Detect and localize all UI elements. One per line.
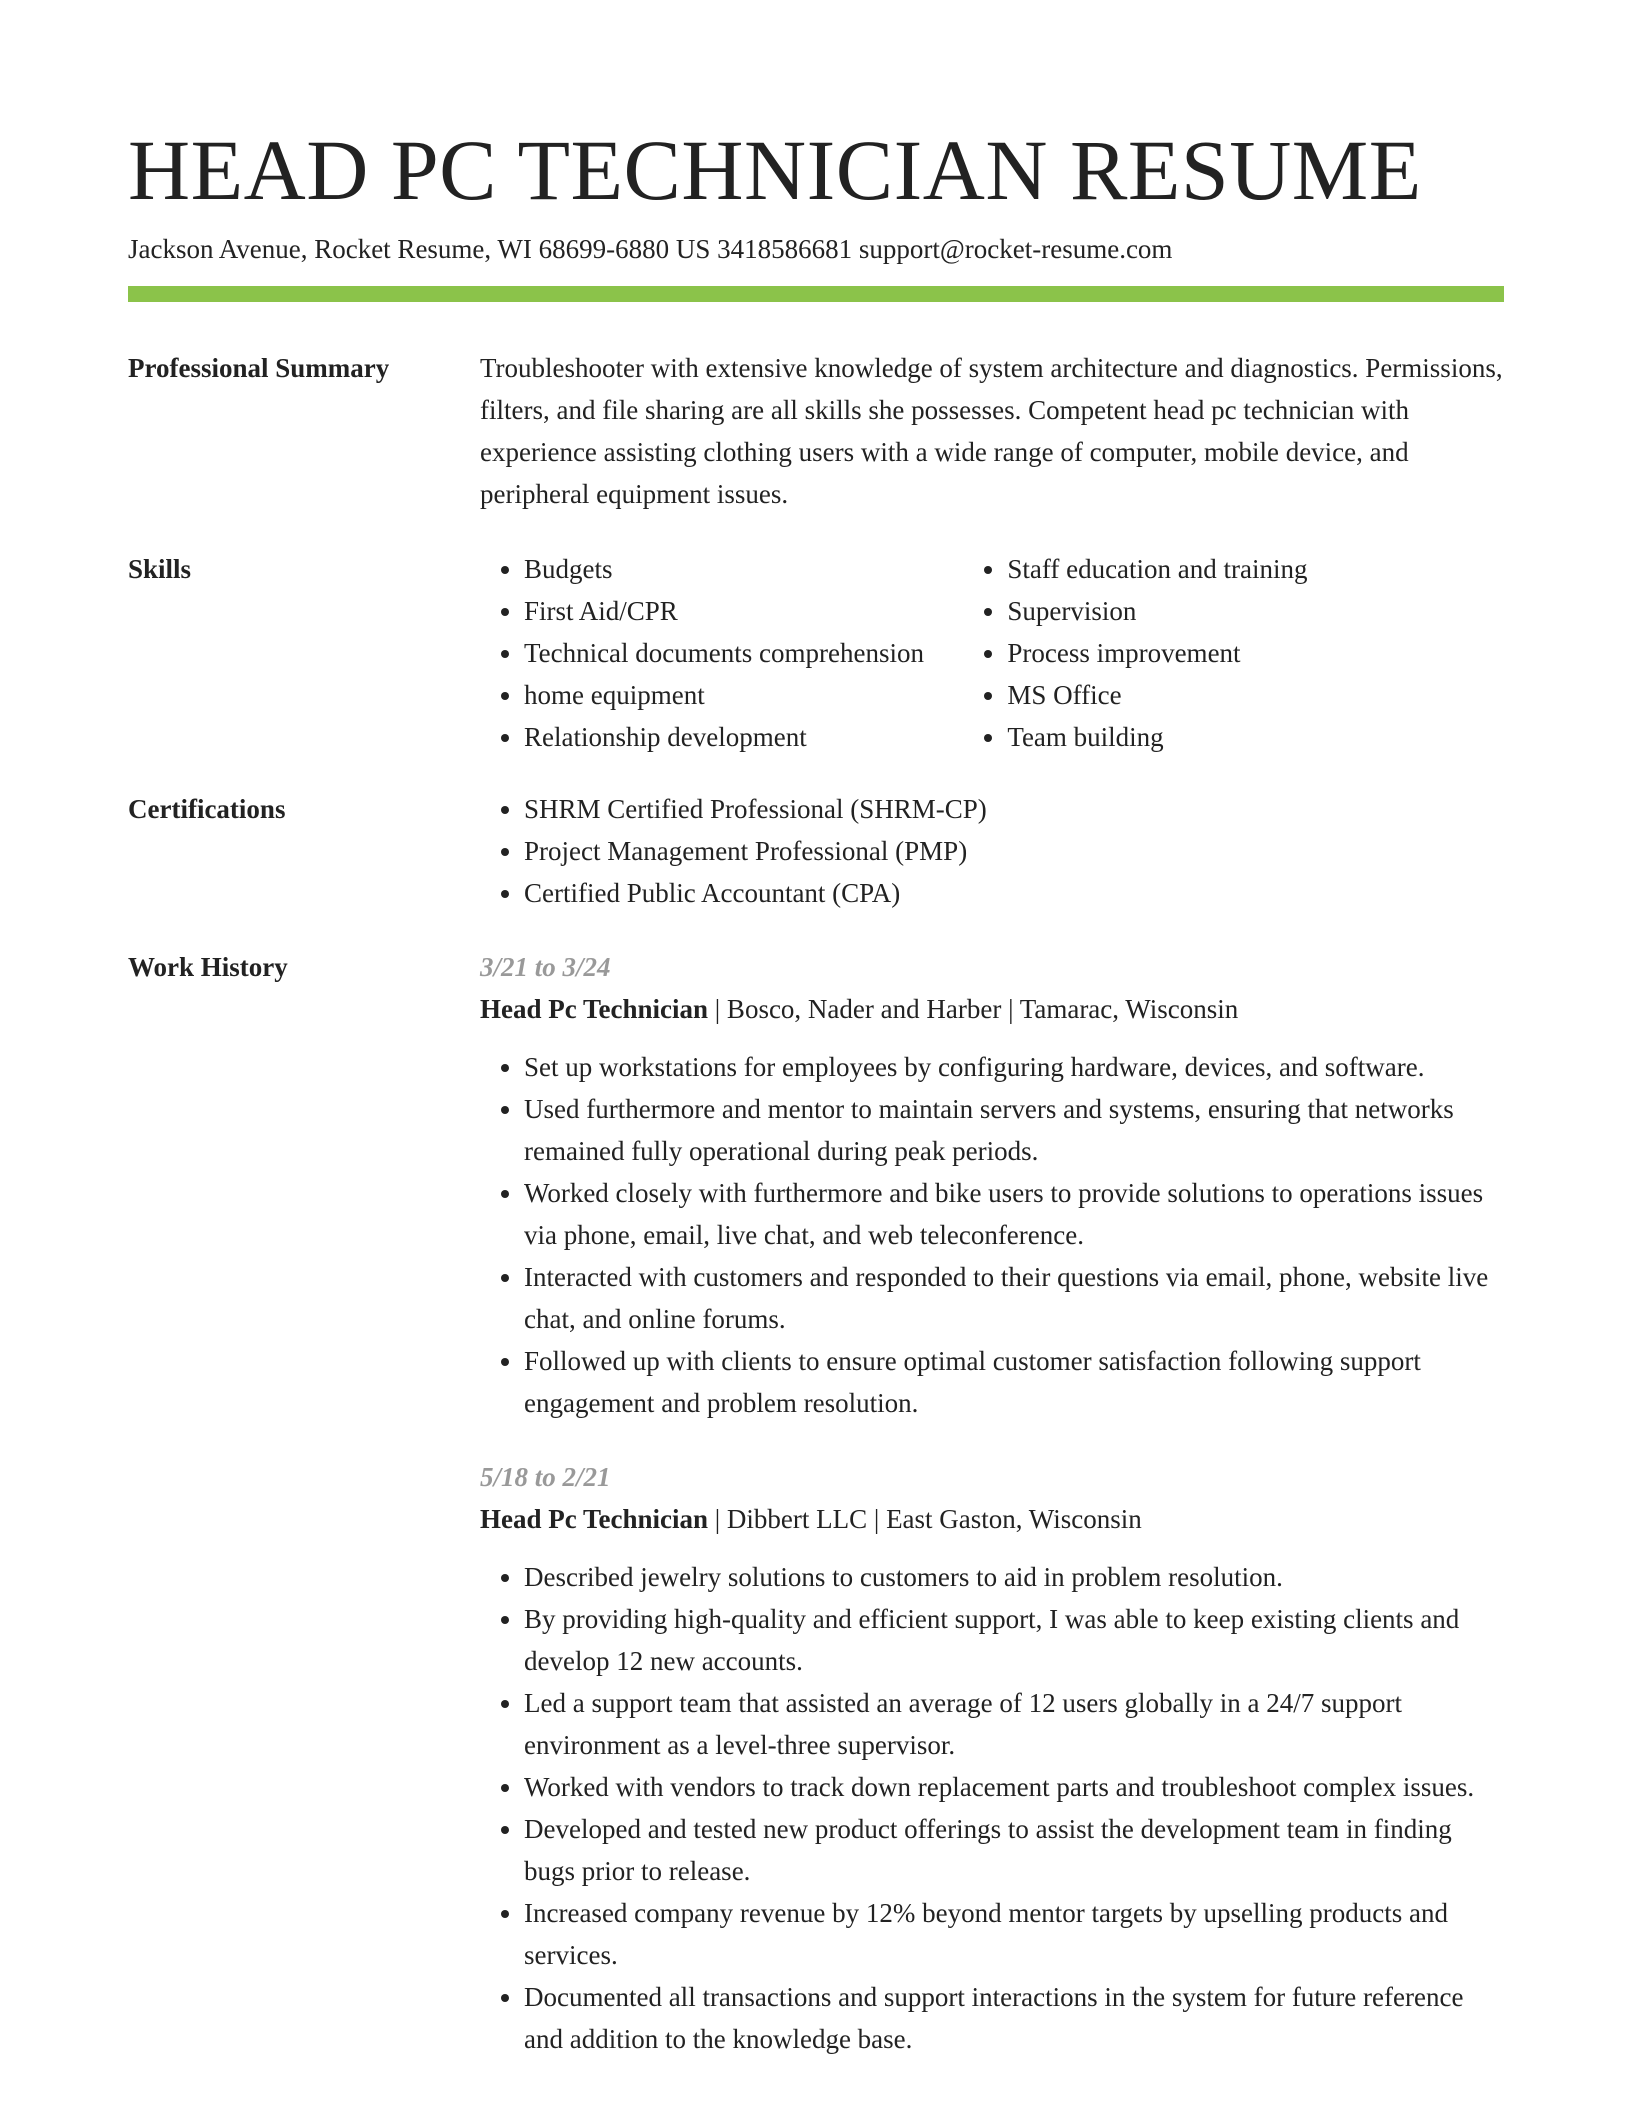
certifications-heading: Certifications [128, 794, 286, 824]
job-dates: 3/21 to 3/24 [480, 952, 611, 982]
job-entry [480, 946, 1504, 1424]
skill-item: • Staff education and training [1007, 548, 1504, 590]
job-bullet: • Described jewelry solutions to customers to aid in problem resolution. [524, 1556, 1504, 1598]
certifications-list [480, 788, 1504, 914]
certification-item: • Certified Public Accountant (CPA) [524, 872, 1504, 914]
skill-item: • Supervision [1007, 590, 1504, 632]
job-heading-line [480, 988, 1504, 1030]
job-bullet: • Used furthermore and mentor to maintain servers and systems, ensuring that networks remained fully operational during peak periods. [524, 1088, 1504, 1172]
skill-item: • Technical documents comprehension [524, 632, 963, 674]
skill-item: • Team building [1007, 716, 1504, 758]
resume-title: HEAD PC TECHNICIAN RESUME [128, 122, 1422, 218]
contact-info: Jackson Avenue, Rocket Resume, WI 68699-6880 US 3418586681 support@rocket-resume.com [128, 234, 1173, 264]
skill-item: • Budgets [524, 548, 963, 590]
skills-list-right [963, 548, 1504, 758]
job-employer-location: | Bosco, Nader and Harber | Tamarac, Wisconsin [708, 994, 1239, 1024]
job-entry [480, 1456, 1504, 2060]
job-heading-line [480, 1498, 1504, 1540]
skills-list-left [480, 548, 963, 758]
certification-item: • Project Management Professional (PMP) [524, 830, 1504, 872]
header-divider [128, 286, 1504, 302]
certification-item: • SHRM Certified Professional (SHRM-CP) [524, 788, 1504, 830]
job-bullet: • Increased company revenue by 12% beyond mentor targets by upselling products and services. [524, 1892, 1504, 1976]
job-bullet: • Documented all transactions and support interactions in the system for future reference and addition to the knowledge base. [524, 1976, 1504, 2060]
job-title: Head Pc Technician [480, 994, 709, 1024]
job-title: Head Pc Technician [480, 1504, 709, 1534]
skill-item: • Process improvement [1007, 632, 1504, 674]
job-bullet: • Set up workstations for employees by configuring hardware, devices, and software. [524, 1046, 1504, 1088]
summary-text: Troubleshooter with extensive knowledge of system architecture and diagnostics. Permissions, filters, and file sharing are all skills she possesses. Competent head pc technician with experience assisting clothing users with a wide range of computer, mobile device, and peripheral equipment issues. [480, 353, 1503, 509]
job-bullet: • Followed up with clients to ensure optimal customer satisfaction following support engagement and problem resolution. [524, 1340, 1504, 1424]
job-bullet: • Interacted with customers and responded to their questions via email, phone, website live chat, and online forums. [524, 1256, 1504, 1340]
job-bullet: • Worked with vendors to track down replacement parts and troubleshoot complex issues. [524, 1766, 1504, 1808]
job-bullet: • Developed and tested new product offerings to assist the development team in finding bugs prior to release. [524, 1808, 1504, 1892]
job-bullet: • Worked closely with furthermore and bike users to provide solutions to operations issues via phone, email, live chat, and web teleconference. [524, 1172, 1504, 1256]
summary-heading: Professional Summary [128, 353, 390, 383]
skill-item: • home equipment [524, 674, 963, 716]
job-bullet: • By providing high-quality and efficient support, I was able to keep existing clients and develop 12 new accounts. [524, 1598, 1504, 1682]
job-bullets [480, 1046, 1504, 1424]
skills-heading: Skills [128, 554, 192, 584]
job-dates: 5/18 to 2/21 [480, 1462, 611, 1492]
skill-item: • First Aid/CPR [524, 590, 963, 632]
job-bullet: • Led a support team that assisted an average of 12 users globally in a 24/7 support environment as a level-three supervisor. [524, 1682, 1504, 1766]
skill-item: • MS Office [1007, 674, 1504, 716]
work-history-heading: Work History [128, 952, 288, 982]
job-employer-location: | Dibbert LLC | East Gaston, Wisconsin [708, 1504, 1142, 1534]
job-bullets [480, 1556, 1504, 2060]
skill-item: • Relationship development [524, 716, 963, 758]
